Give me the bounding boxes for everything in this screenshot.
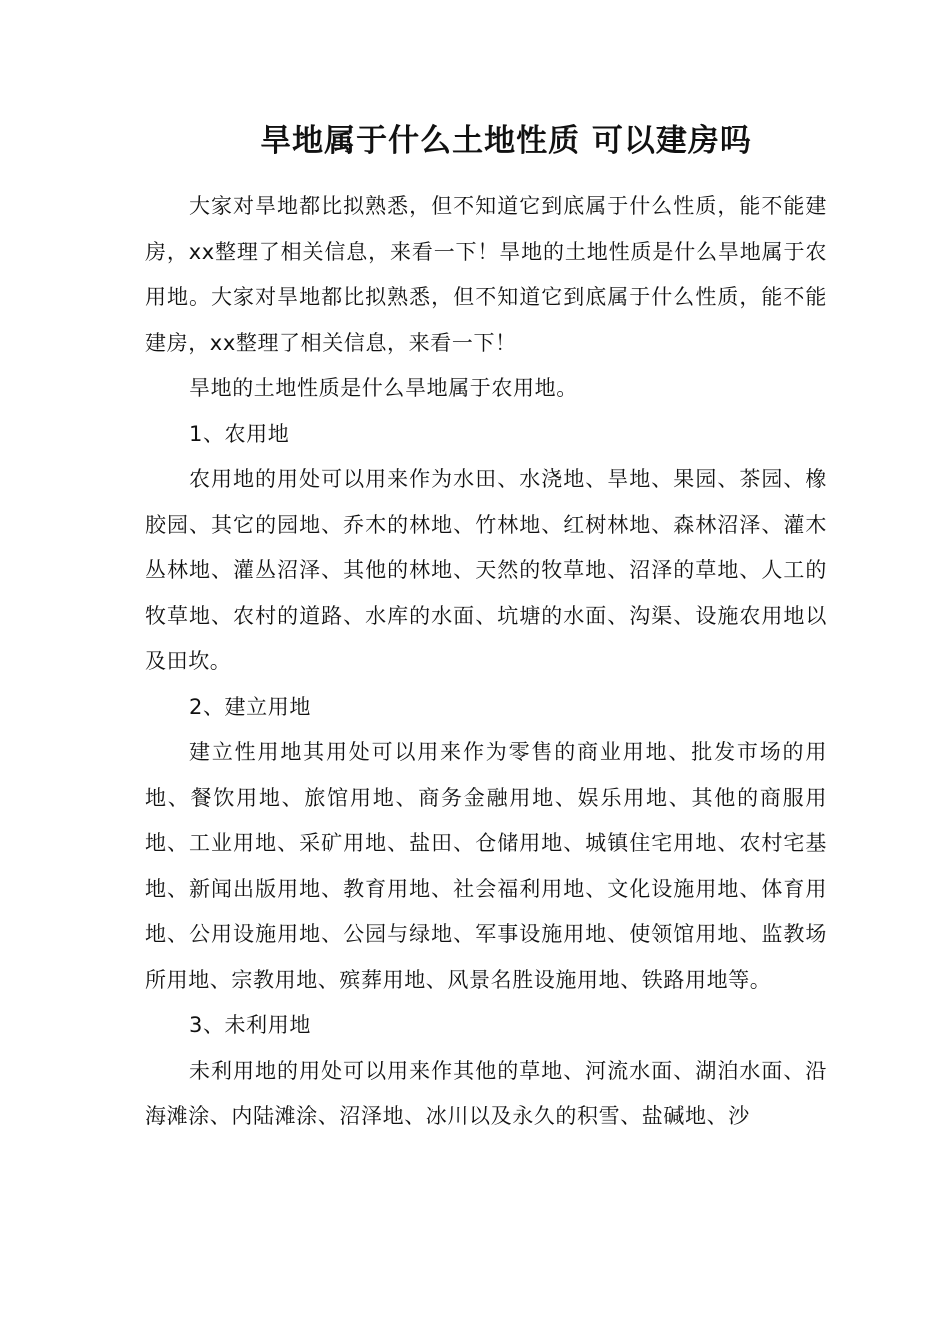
document-title: 旱地属于什么土地性质 可以建房吗 — [260, 123, 752, 159]
section-heading-unused-land: 3、未利用地 — [189, 1013, 311, 1037]
section-heading-construction-land: 2、建立用地 — [189, 694, 311, 719]
intro-paragraph: 大家对旱地都比拟熟悉，但不知道它到底属于什么性质，能不能建房，xx整理了相关信息，来看一下！旱地的土地性质是什么旱地属于农用地。大家对旱地都比拟熟悉，但不知道它到底属于什么性质，能不能建房，xx整理了相关信息，来看一下！ — [145, 194, 827, 355]
document-body — [145, 184, 827, 1140]
construction-land-paragraph: 建立性用地其用处可以用来作为零售的商业用地、批发市场的用地、餐饮用地、旅馆用地、商务金融用地、娱乐用地、其他的商服用地、工业用地、采矿用地、盐田、仓储用地、城镇住宅用地、农村宅基地、新闻出版用地、教育用地、社会福利用地、文化设施用地、体育用地、公用设施用地、公园与绿地、军事设施用地、使领馆用地、监教场所用地、宗教用地、殡葬用地、风景名胜设施用地、铁路用地等。 — [145, 740, 827, 992]
summary-paragraph: 旱地的土地性质是什么旱地属于农用地。 — [189, 376, 578, 400]
unused-land-paragraph: 未利用地的用处可以用来作其他的草地、河流水面、湖泊水面、沿海滩涂、内陆滩涂、沼泽地、冰川以及永久的积雪、盐碱地、沙 — [145, 1058, 827, 1128]
section-heading-agricultural-land: 1、农用地 — [189, 421, 290, 446]
agricultural-land-paragraph: 农用地的用处可以用来作为水田、水浇地、旱地、果园、茶园、橡胶园、其它的园地、乔木的林地、竹林地、红树林地、森林沼泽、灌木丛林地、灌丛沼泽、其他的林地、天然的牧草地、沼泽的草地、人工的牧草地、农村的道路、水库的水面、坑塘的水面、沟渠、设施农用地以及田坎。 — [145, 467, 827, 673]
